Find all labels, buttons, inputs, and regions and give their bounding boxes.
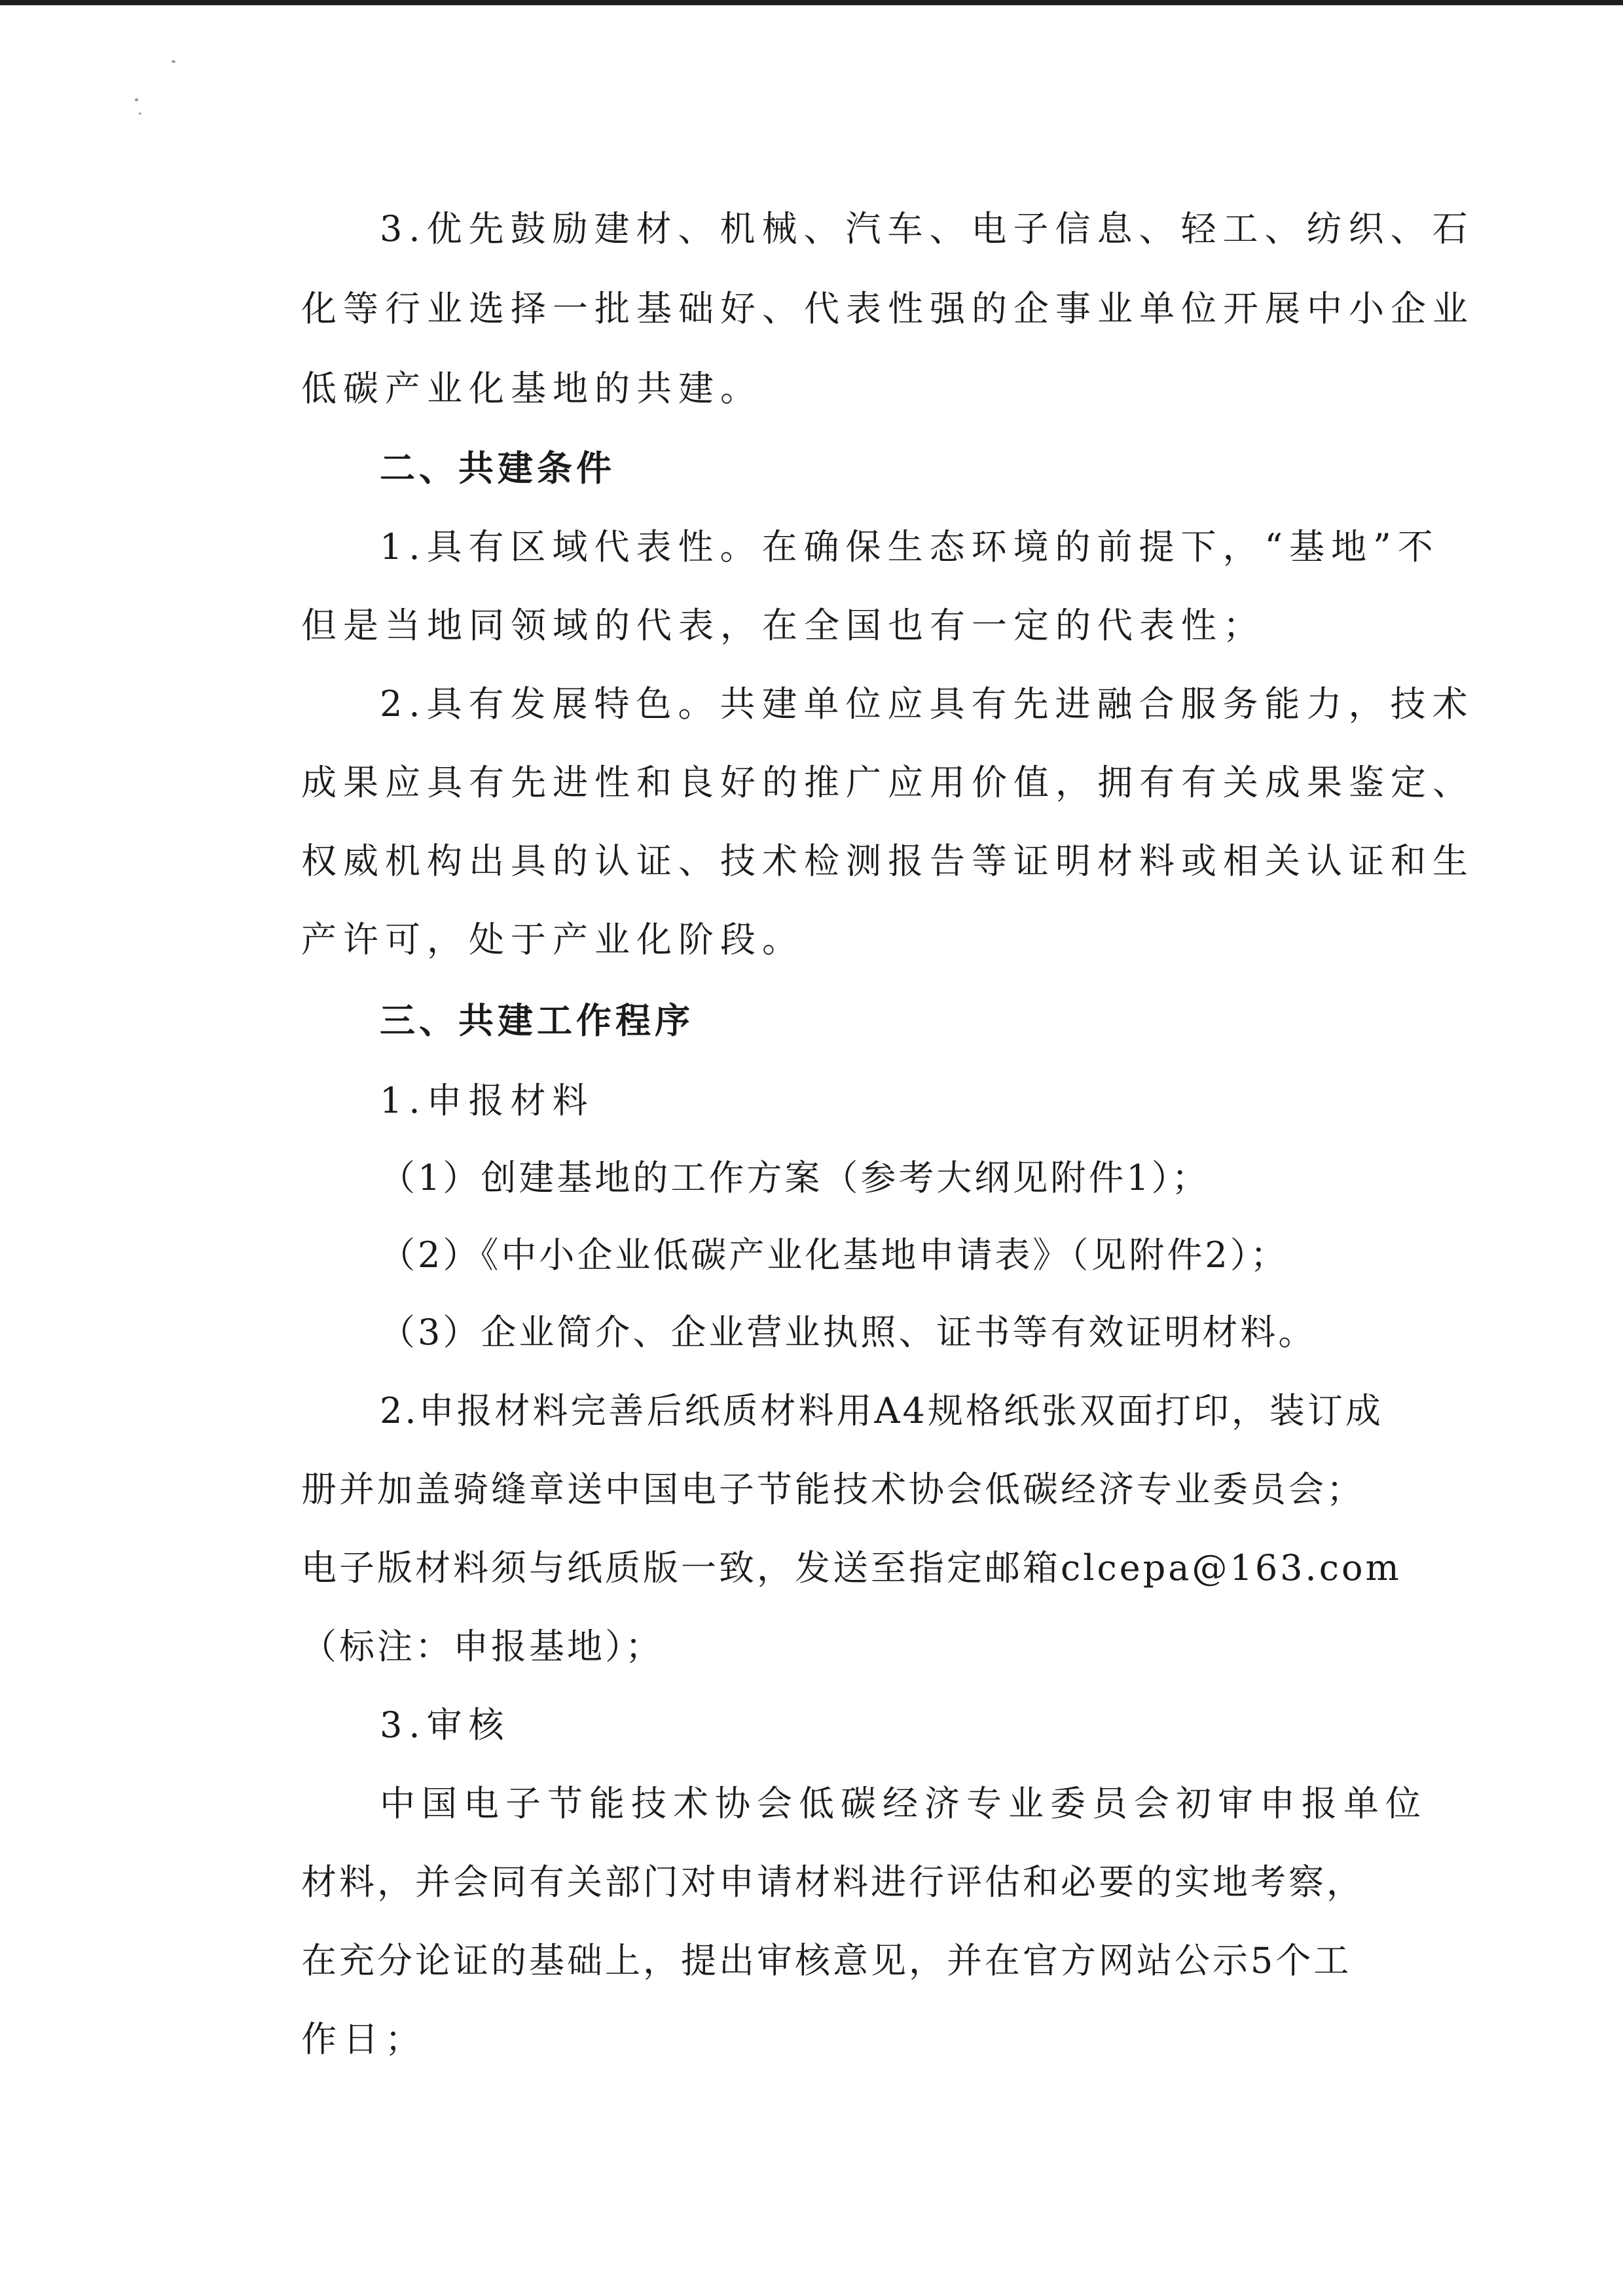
- paragraph-line: [0, 1623, 1623, 1670]
- section-heading-text: 二、共建条件: [380, 448, 615, 489]
- paragraph-line: [0, 1077, 1623, 1124]
- scan-top-edge: [0, 0, 1623, 5]
- paragraph-line: [0, 916, 1623, 963]
- scan-speck: [139, 113, 141, 115]
- text-line: 产许可，处于产业化阶段。: [301, 919, 804, 960]
- text-line: 作日；: [301, 2018, 427, 2060]
- text-line: 成果应具有先进性和良好的推广应用价值，拥有有关成果鉴定、: [301, 762, 1474, 803]
- email-line: 电子版材料须与纸质版一致，发送至指定邮箱clcepa@163.com: [301, 1547, 1402, 1588]
- list-item: [0, 1309, 1623, 1356]
- scan-speck: [172, 60, 175, 63]
- paragraph-line: [0, 838, 1623, 885]
- paragraph-line: [0, 1702, 1623, 1749]
- paragraph-line: [0, 524, 1623, 571]
- text-line: 3.审核: [380, 1704, 511, 1746]
- text-line: 材料，并会同有关部门对申请材料进行评估和必要的实地考察，: [301, 1861, 1364, 1903]
- text-line: 化等行业选择一批基础好、代表性强的企事业单位开展中小企业: [301, 288, 1474, 329]
- section-heading: [0, 445, 1623, 492]
- section-heading: [0, 997, 1623, 1045]
- text-line: 在充分论证的基础上，提出审核意见，并在官方网站公示5个工: [301, 1940, 1352, 1981]
- text-line: （3）企业简介、企业营业执照、证书等有效证明材料。: [380, 1312, 1317, 1353]
- text-line: 册并加盖骑缝章送中国电子节能技术协会低碳经济专业委员会；: [301, 1469, 1364, 1510]
- list-item: [0, 1232, 1623, 1279]
- paragraph-line: [0, 1780, 1623, 1827]
- text-line: （标注：申报基地）；: [301, 1626, 663, 1667]
- text-line: 但是当地同领域的代表，在全国也有一定的代表性；: [301, 605, 1265, 646]
- paragraph-line: [0, 681, 1623, 728]
- text-line: 中国电子节能技术协会低碳经济专业委员会初审申报单位: [380, 1783, 1427, 1824]
- paragraph-line: [0, 602, 1623, 649]
- paragraph-line: [0, 759, 1623, 806]
- paragraph-line: [0, 206, 1623, 253]
- text-line: 2.申报材料完善后纸质材料用A4规格纸张双面打印，装订成: [380, 1390, 1383, 1431]
- text-line: （1）创建基地的工作方案（参考大纲见附件1）；: [380, 1157, 1210, 1198]
- paragraph-line: [0, 2016, 1623, 2063]
- text-line: （2）《中小企业低碳产业化基地申请表》（见附件2）；: [380, 1234, 1288, 1276]
- paragraph-line: [0, 365, 1623, 412]
- paragraph-line: [0, 285, 1623, 332]
- list-item: [0, 1155, 1623, 1202]
- text-line: 低碳产业化基地的共建。: [301, 368, 762, 409]
- paragraph-line: [0, 1859, 1623, 1906]
- text-line: 3.优先鼓励建材、机械、汽车、电子信息、轻工、纺织、石: [380, 208, 1474, 249]
- paragraph-line: [0, 1388, 1623, 1435]
- paragraph-line: [0, 1545, 1623, 1592]
- text-line: 1.具有区域代表性。在确保生态环境的前提下，“基地”不: [380, 526, 1440, 567]
- section-heading-text: 三、共建工作程序: [380, 1000, 694, 1041]
- paragraph-line: [0, 1466, 1623, 1513]
- paragraph-line: [0, 1937, 1623, 1984]
- text-line: 权威机构出具的认证、技术检测报告等证明材料或相关认证和生: [301, 840, 1474, 882]
- scan-speck: [135, 98, 138, 101]
- text-line: 2.具有发展特色。共建单位应具有先进融合服务能力，技术: [380, 683, 1474, 725]
- text-line: 1.申报材料: [380, 1080, 594, 1121]
